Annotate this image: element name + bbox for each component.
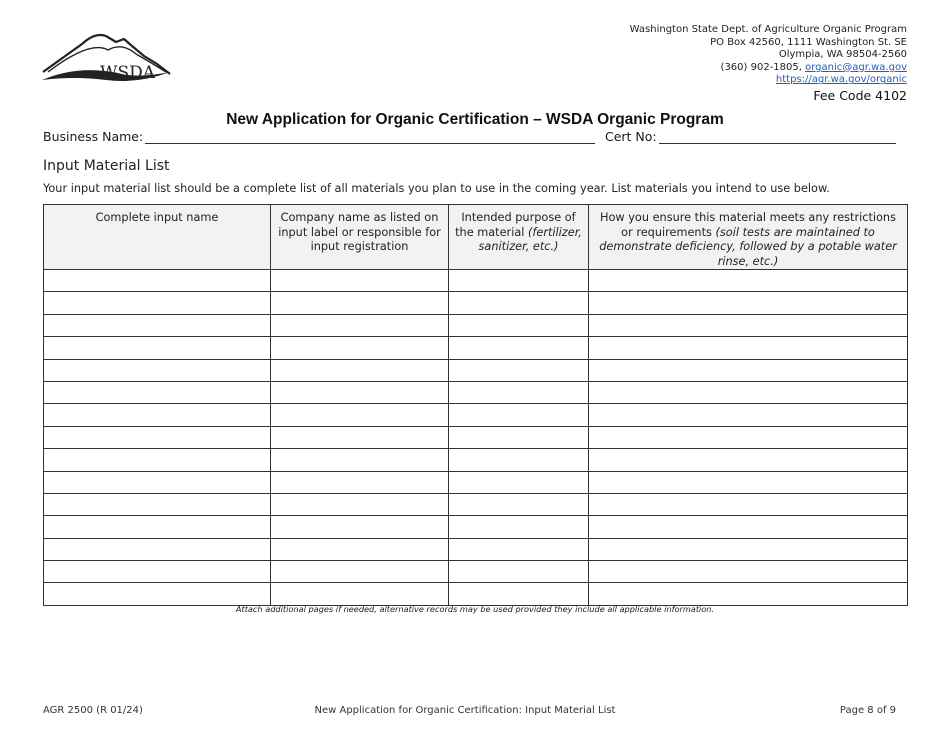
- cell-input-name[interactable]: [44, 538, 271, 560]
- business-info-row: [43, 129, 906, 147]
- cell-input-name[interactable]: [44, 561, 271, 583]
- cell-purpose[interactable]: [449, 449, 589, 471]
- header-text: Intended purpose of the material: [455, 211, 576, 239]
- cert-no-field[interactable]: [659, 143, 896, 144]
- cell-purpose[interactable]: [449, 314, 589, 336]
- cell-input-name[interactable]: [44, 404, 271, 426]
- cell-input-name[interactable]: [44, 359, 271, 381]
- cell-company[interactable]: [271, 561, 449, 583]
- svg-text:WSDA: WSDA: [100, 63, 156, 83]
- cell-purpose[interactable]: [449, 359, 589, 381]
- cert-no-label: Cert No:: [605, 129, 657, 144]
- cell-purpose[interactable]: [449, 561, 589, 583]
- cell-purpose[interactable]: [449, 471, 589, 493]
- table-row: [44, 493, 908, 515]
- cell-input-name[interactable]: [44, 270, 271, 292]
- cell-restrictions[interactable]: [589, 583, 908, 605]
- cell-purpose[interactable]: [449, 516, 589, 538]
- table-row: [44, 561, 908, 583]
- cell-company[interactable]: [271, 359, 449, 381]
- column-header-company: Company name as listed on input label or responsible for input registration: [271, 205, 449, 270]
- business-name-field[interactable]: [145, 143, 595, 144]
- table-row: [44, 337, 908, 359]
- cell-input-name[interactable]: [44, 449, 271, 471]
- address-line: PO Box 42560, 1111 Washington St. SE: [710, 36, 907, 48]
- section-title: Input Material List: [43, 158, 170, 174]
- footer-form-id: AGR 2500 (R 01/24): [43, 705, 143, 716]
- input-material-table: [43, 204, 908, 606]
- cell-restrictions[interactable]: [589, 359, 908, 381]
- cell-input-name[interactable]: [44, 471, 271, 493]
- cell-company[interactable]: [271, 471, 449, 493]
- cell-input-name[interactable]: [44, 337, 271, 359]
- cell-restrictions[interactable]: [589, 426, 908, 448]
- table-header-row: [44, 205, 908, 270]
- page-title: New Application for Organic Certification – WSDA Organic Program: [226, 111, 724, 128]
- cell-purpose[interactable]: [449, 493, 589, 515]
- cell-company[interactable]: [271, 337, 449, 359]
- cell-purpose[interactable]: [449, 426, 589, 448]
- cell-input-name[interactable]: [44, 292, 271, 314]
- instructions-text: Your input material list should be a complete list of all materials you plan to use in the coming year. List materials you intend to use below.: [43, 182, 830, 195]
- cell-restrictions[interactable]: [589, 337, 908, 359]
- cell-company[interactable]: [271, 292, 449, 314]
- footer-page-number: Page 8 of 9: [839, 705, 896, 716]
- cell-company[interactable]: [271, 270, 449, 292]
- footnote: Attach additional pages if needed, alternative records may be used provided they include all applicable information.: [235, 604, 715, 614]
- cell-restrictions[interactable]: [589, 292, 908, 314]
- table-row: [44, 426, 908, 448]
- table-row: [44, 314, 908, 336]
- cell-input-name[interactable]: [44, 381, 271, 403]
- cell-company[interactable]: [271, 516, 449, 538]
- table-row: [44, 404, 908, 426]
- cell-restrictions[interactable]: [589, 381, 908, 403]
- cell-input-name[interactable]: [44, 426, 271, 448]
- address-line: Olympia, WA 98504-2560: [778, 49, 907, 61]
- cell-company[interactable]: [271, 449, 449, 471]
- cell-restrictions[interactable]: [589, 314, 908, 336]
- cell-company[interactable]: [271, 404, 449, 426]
- website-link[interactable]: https://agr.wa.gov/organic: [775, 74, 907, 86]
- table-row: [44, 538, 908, 560]
- cell-restrictions[interactable]: [589, 471, 908, 493]
- cell-company[interactable]: [271, 538, 449, 560]
- column-header-restrictions: [589, 205, 908, 270]
- column-header-purpose: [449, 205, 589, 270]
- header-example: (soil tests are maintained to demonstrate deficiency, followed by a potable water rinse, etc.): [599, 225, 897, 268]
- address-line: Washington State Dept. of Agriculture Organic Program: [629, 24, 907, 35]
- cell-company[interactable]: [271, 381, 449, 403]
- cell-input-name[interactable]: [44, 493, 271, 515]
- agency-address-block: [630, 24, 907, 87]
- table-row: [44, 292, 908, 314]
- cell-input-name[interactable]: [44, 516, 271, 538]
- table-row: [44, 359, 908, 381]
- cell-purpose[interactable]: [449, 292, 589, 314]
- cell-restrictions[interactable]: [589, 270, 908, 292]
- cell-input-name[interactable]: [44, 314, 271, 336]
- column-header-input-name: Complete input name: [44, 205, 271, 270]
- phone-number: (360) 902-1805,: [720, 61, 806, 73]
- cell-restrictions[interactable]: [589, 538, 908, 560]
- header-text: How you ensure this material meets any restrictions or requirements: [600, 211, 896, 239]
- contact-line: [630, 62, 907, 75]
- fee-code: Fee Code 4102: [813, 88, 907, 103]
- cell-restrictions[interactable]: [589, 493, 908, 515]
- cell-purpose[interactable]: [449, 583, 589, 605]
- cell-company[interactable]: [271, 493, 449, 515]
- cell-purpose[interactable]: [449, 381, 589, 403]
- business-name-label: Business Name:: [43, 129, 144, 144]
- cell-input-name[interactable]: [44, 583, 271, 605]
- table-row: [44, 471, 908, 493]
- table-row: [44, 516, 908, 538]
- cell-purpose[interactable]: [449, 337, 589, 359]
- cell-purpose[interactable]: [449, 404, 589, 426]
- cell-purpose[interactable]: [449, 538, 589, 560]
- cell-restrictions[interactable]: [589, 561, 908, 583]
- cell-company[interactable]: [271, 583, 449, 605]
- email-link[interactable]: organic@agr.wa.gov: [805, 61, 907, 73]
- cell-restrictions[interactable]: [589, 516, 908, 538]
- table-row: [44, 270, 908, 292]
- footer-doc-title: New Application for Organic Certification: Input Material List: [314, 705, 616, 716]
- header-example: (fertilizer, sanitizer, etc.): [478, 225, 582, 253]
- wsda-logo: [40, 28, 175, 88]
- table-row: [44, 449, 908, 471]
- cell-purpose[interactable]: [449, 270, 589, 292]
- cell-restrictions[interactable]: [589, 404, 908, 426]
- cell-company[interactable]: [271, 426, 449, 448]
- cell-restrictions[interactable]: [589, 449, 908, 471]
- table-row: [44, 583, 908, 605]
- table-row: [44, 381, 908, 403]
- cell-company[interactable]: [271, 314, 449, 336]
